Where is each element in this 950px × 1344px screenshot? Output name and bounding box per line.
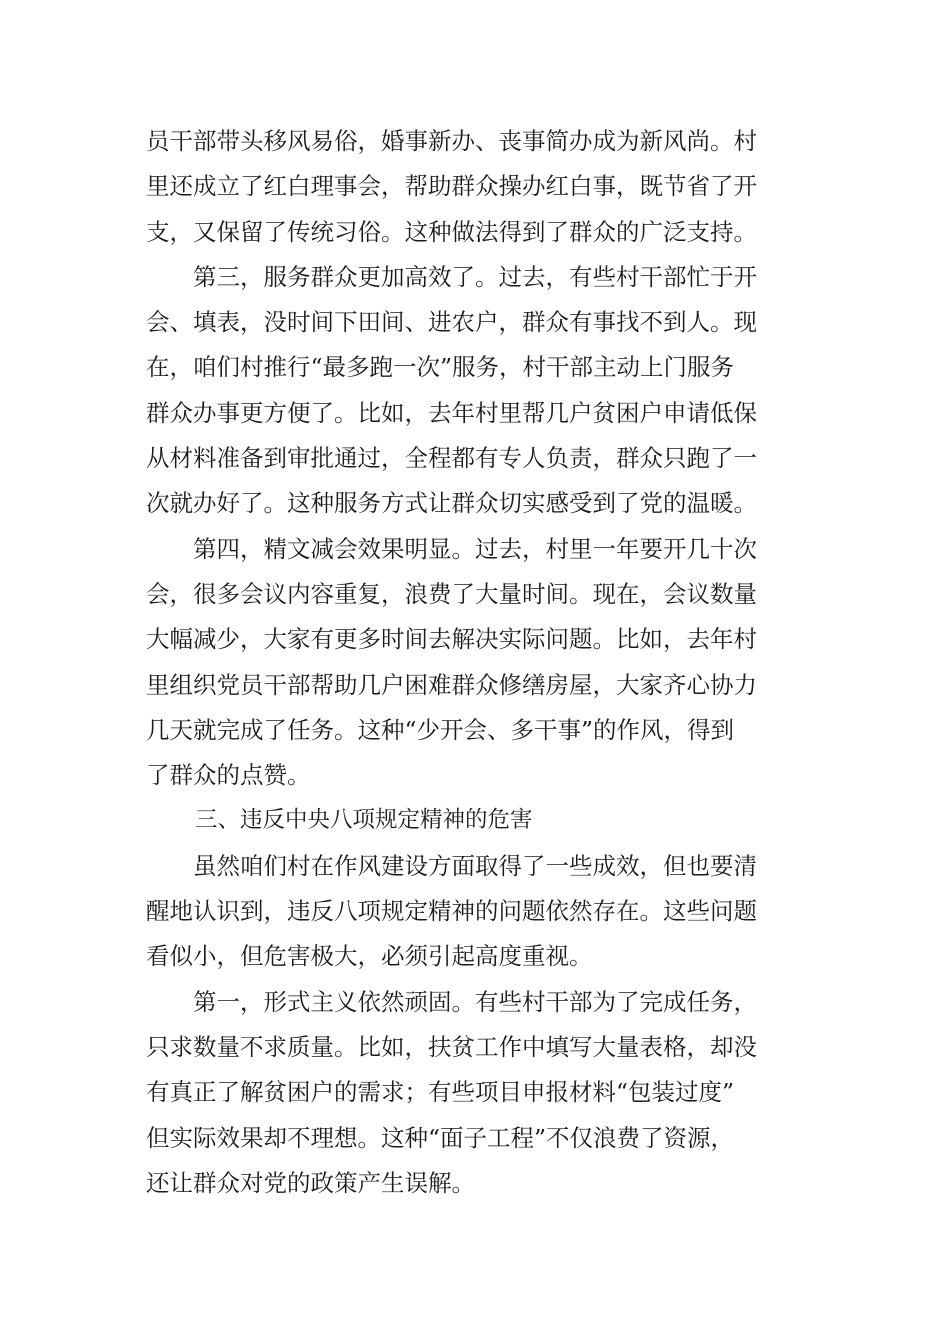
paragraph-line: 大幅减少，大家有更多时间去解决实际问题。比如，去年村: [146, 625, 757, 654]
paragraph-line: 了群众的点赞。: [146, 761, 311, 790]
paragraph-line: 虽然咱们村在作风建设方面取得了一些成效，但也要清: [193, 851, 757, 880]
paragraph-line: 会、填表，没时间下田间、进农户，群众有事找不到人。现: [146, 308, 757, 337]
paragraph-line: 从材料准备到审批通过，全程都有专人负责，群众只跑了一: [146, 444, 757, 473]
paragraph-line: 只求数量不求质量。比如，扶贫工作中填写大量表格，却没: [146, 1032, 757, 1061]
paragraph-line: 群众办事更方便了。比如，去年村里帮几户贫困户申请低保: [146, 398, 757, 427]
paragraph-line: 在，咱们村推行“最多跑一次”服务，村干部主动上门服务: [146, 353, 735, 382]
paragraph-line: 看似小，但危害极大，必须引起高度重视。: [146, 942, 593, 971]
paragraph-line: 第一，形式主义依然顽固。有些村干部为了完成任务，: [193, 987, 757, 1016]
paragraph-line: 第三，服务群众更加高效了。过去，有些村干部忙于开: [193, 262, 757, 291]
paragraph-line: 支，又保留了传统习俗。这种做法得到了群众的广泛支持。: [146, 217, 757, 246]
paragraph-line: 但实际效果却不理想。这种“面子工程”不仅浪费了资源，: [146, 1123, 735, 1152]
paragraph-line: 醒地认识到，违反八项规定精神的问题依然存在。这些问题: [146, 897, 757, 926]
section-heading: 三、违反中央八项规定精神的危害: [195, 807, 533, 834]
paragraph-line: 几天就完成了任务。这种“少开会、多干事”的作风，得到: [146, 715, 735, 744]
paragraph-line: 第四，精文减会效果明显。过去，村里一年要开几十次: [193, 534, 757, 563]
paragraph-line: 里还成立了红白理事会，帮助群众操办红白事，既节省了开: [146, 172, 757, 201]
paragraph-line: 还让群众对党的政策产生误解。: [146, 1168, 475, 1197]
paragraph-line: 会，很多会议内容重复，浪费了大量时间。现在，会议数量: [146, 579, 757, 608]
paragraph-line: 有真正了解贫困户的需求；有些项目申报材料“包装过度”: [146, 1078, 735, 1107]
paragraph-line: 次就办好了。这种服务方式让群众切实感受到了党的温暖。: [146, 489, 757, 518]
paragraph-line: 员干部带头移风易俗，婚事新办、丧事简办成为新风尚。村: [146, 127, 757, 155]
paragraph-line: 里组织党员干部帮助几户困难群众修缮房屋，大家齐心协力: [146, 670, 757, 699]
document-body: [146, 119, 806, 1206]
